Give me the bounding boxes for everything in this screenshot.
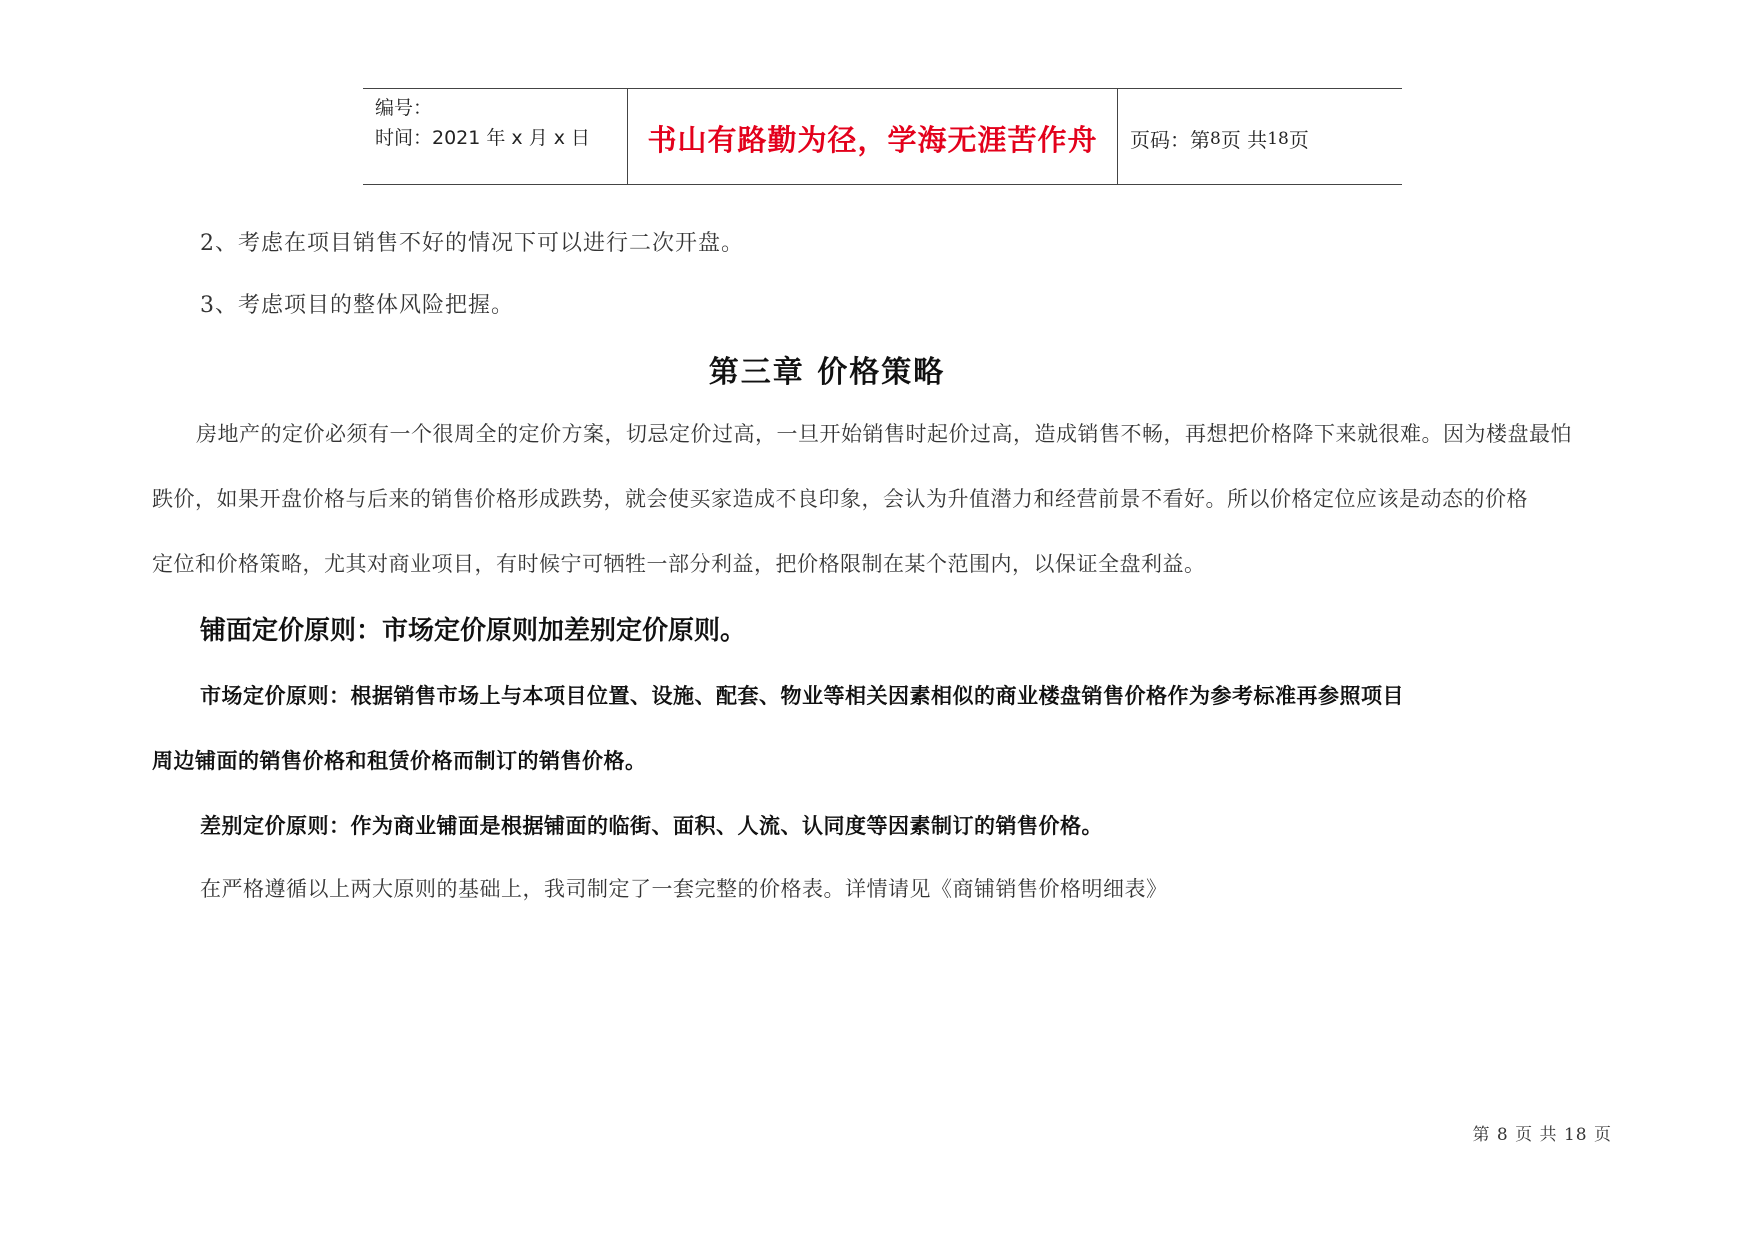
page-total: 18 [1267,128,1289,149]
market-pricing-line-1: 市场定价原则：根据销售市场上与本项目位置、设施、配套、物业等相关因素相似的商业楼盘销售价格作为参考标准再参照项目 [200,684,1404,708]
header-meta-cell [363,89,628,184]
page-prefix: 页码：第 [1130,128,1210,152]
document-number-label: 编号： [375,97,433,119]
header-motto-cell [628,89,1118,184]
document-time-label: 时间：2021 年 x 月 x 日 [375,127,591,149]
page-footer: 第 8 页 共 18 页 [1472,1125,1612,1145]
market-pricing-line-2: 周边铺面的销售价格和租赁价格而制订的销售价格。 [152,749,647,773]
page-middle: 页 共 [1220,128,1268,152]
list-item-2: 2、考虑在项目销售不好的情况下可以进行二次开盘。 [200,231,744,256]
differential-pricing-line: 差别定价原则：作为商业铺面是根据铺面的临街、面积、人流、认同度等因素制订的销售价格。 [200,814,1103,838]
page-suffix: 页 [1288,128,1309,152]
list-item-3: 3、考虑项目的整体风险把握。 [200,293,514,318]
document-header [363,88,1402,185]
intro-paragraph-line-3: 定位和价格策略，尤其对商业项目，有时候宁可牺牲一部分利益，把价格限制在某个范围内，以保证全盘利益。 [152,552,1206,576]
intro-paragraph-line-2: 跌价，如果开盘价格与后来的销售价格形成跌势，就会使买家造成不良印象，会认为升值潜力和经营前景不看好。所以价格定位应该是动态的价格 [152,487,1528,511]
page-current: 8 [1210,128,1221,149]
chapter-title: 第三章 价格策略 [708,355,946,390]
conclusion-paragraph: 在严格遵循以上两大原则的基础上，我司制定了一套完整的价格表。详情请见《商铺销售价格明细表》 [200,877,1168,901]
intro-paragraph-line-1: 房地产的定价必须有一个很周全的定价方案，切忌定价过高，一旦开始销售时起价过高，造成销售不畅，再想把价格降下来就很难。因为楼盘最怕 [196,422,1572,446]
header-page-cell [1118,89,1402,184]
motto-text: 书山有路勤为径，学海无涯苦作舟 [647,123,1098,157]
pricing-principle-heading: 铺面定价原则：市场定价原则加差别定价原则。 [200,616,747,646]
